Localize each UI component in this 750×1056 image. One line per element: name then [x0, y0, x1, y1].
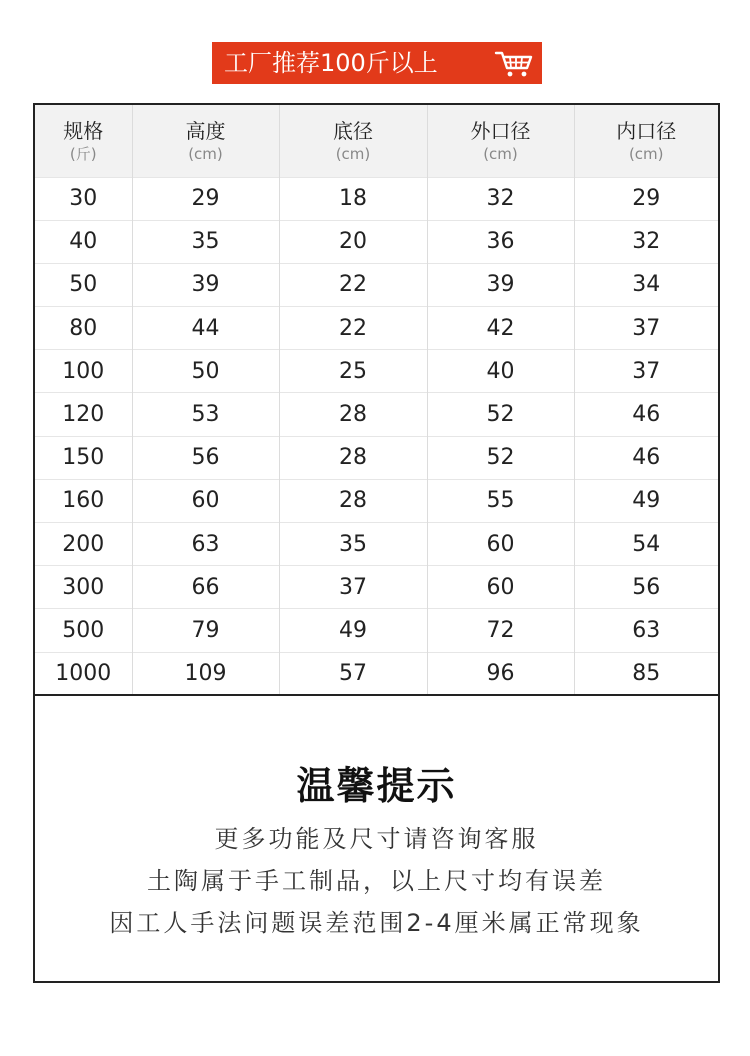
- table-cell: 52: [427, 436, 574, 479]
- column-header-label: 内口径: [616, 118, 677, 143]
- table-cell: 44: [132, 307, 279, 350]
- table-cell: 150: [35, 436, 132, 479]
- table-cell: 32: [427, 177, 574, 220]
- column-header-unit: (cm): [335, 144, 371, 163]
- size-table: [35, 105, 718, 695]
- table-cell: 37: [574, 350, 718, 393]
- section-divider: [35, 694, 718, 696]
- table-header-row: [35, 105, 718, 177]
- table-row: [35, 436, 718, 479]
- column-header-unit: (斤): [69, 144, 97, 163]
- table-cell: 46: [574, 393, 718, 436]
- table-row: [35, 220, 718, 263]
- table-cell: 32: [574, 220, 718, 263]
- promo-banner: [212, 42, 542, 84]
- table-cell: 200: [35, 523, 132, 566]
- table-body: [35, 177, 718, 695]
- table-cell: 28: [279, 393, 427, 436]
- table-cell: 29: [574, 177, 718, 220]
- table-cell: 18: [279, 177, 427, 220]
- table-cell: 30: [35, 177, 132, 220]
- column-header-label: 高度: [185, 118, 226, 143]
- table-cell: 100: [35, 350, 132, 393]
- column-header-unit: (cm): [628, 144, 664, 163]
- table-cell: 42: [427, 307, 574, 350]
- table-cell: 36: [427, 220, 574, 263]
- table-cell: 120: [35, 393, 132, 436]
- table-cell: 52: [427, 393, 574, 436]
- table-cell: 40: [35, 220, 132, 263]
- table-cell: 63: [132, 523, 279, 566]
- table-row: [35, 307, 718, 350]
- column-header-label: 规格: [63, 118, 104, 143]
- shopping-cart-icon: [494, 48, 534, 78]
- table-cell: 57: [279, 652, 427, 695]
- table-row: [35, 566, 718, 609]
- table-cell: 49: [279, 609, 427, 652]
- tips-line: 土陶属于手工制品，以上尺寸均有误差: [147, 867, 606, 895]
- column-header: [279, 105, 427, 177]
- table-cell: 46: [574, 436, 718, 479]
- table-cell: 80: [35, 307, 132, 350]
- table-row: [35, 393, 718, 436]
- table-row: [35, 263, 718, 306]
- table-cell: 56: [132, 436, 279, 479]
- table-cell: 37: [574, 307, 718, 350]
- banner-title: 工厂推荐100斤以上: [224, 49, 438, 77]
- table-row: [35, 609, 718, 652]
- tips-line: 更多功能及尺寸请咨询客服: [214, 825, 539, 853]
- table-cell: 1000: [35, 652, 132, 695]
- table-cell: 49: [574, 479, 718, 522]
- table-row: [35, 350, 718, 393]
- table-cell: 72: [427, 609, 574, 652]
- table-cell: 39: [132, 263, 279, 306]
- table-row: [35, 177, 718, 220]
- tips-title: 温馨提示: [296, 764, 457, 808]
- table-cell: 28: [279, 436, 427, 479]
- table-cell: 60: [427, 566, 574, 609]
- tips-line: 因工人手法问题误差范围2-4厘米属正常现象: [109, 909, 644, 937]
- table-cell: 25: [279, 350, 427, 393]
- column-header: [132, 105, 279, 177]
- table-row: [35, 479, 718, 522]
- table-cell: 29: [132, 177, 279, 220]
- column-header: [427, 105, 574, 177]
- table-cell: 55: [427, 479, 574, 522]
- table-row: [35, 523, 718, 566]
- table-cell: 109: [132, 652, 279, 695]
- table-cell: 54: [574, 523, 718, 566]
- table-cell: 160: [35, 479, 132, 522]
- table-cell: 35: [132, 220, 279, 263]
- column-header: [35, 105, 132, 177]
- table-cell: 20: [279, 220, 427, 263]
- table-cell: 66: [132, 566, 279, 609]
- table-cell: 60: [132, 479, 279, 522]
- table-cell: 40: [427, 350, 574, 393]
- column-header-label: 底径: [333, 118, 373, 143]
- table-cell: 28: [279, 479, 427, 522]
- table-cell: 79: [132, 609, 279, 652]
- table-cell: 34: [574, 263, 718, 306]
- table-cell: 50: [35, 263, 132, 306]
- table-cell: 85: [574, 652, 718, 695]
- table-cell: 300: [35, 566, 132, 609]
- table-cell: 22: [279, 307, 427, 350]
- table-cell: 22: [279, 263, 427, 306]
- table-cell: 500: [35, 609, 132, 652]
- spec-sheet: [33, 103, 720, 983]
- table-cell: 37: [279, 566, 427, 609]
- table-cell: 96: [427, 652, 574, 695]
- column-header-label: 外口径: [470, 118, 531, 143]
- table-cell: 56: [574, 566, 718, 609]
- table-cell: 60: [427, 523, 574, 566]
- table-cell: 63: [574, 609, 718, 652]
- column-header: [574, 105, 718, 177]
- table-row: [35, 652, 718, 695]
- table-cell: 50: [132, 350, 279, 393]
- column-header-unit: (cm): [483, 144, 518, 163]
- table-cell: 39: [427, 263, 574, 306]
- table-cell: 53: [132, 393, 279, 436]
- table-cell: 35: [279, 523, 427, 566]
- column-header-unit: (cm): [188, 144, 223, 163]
